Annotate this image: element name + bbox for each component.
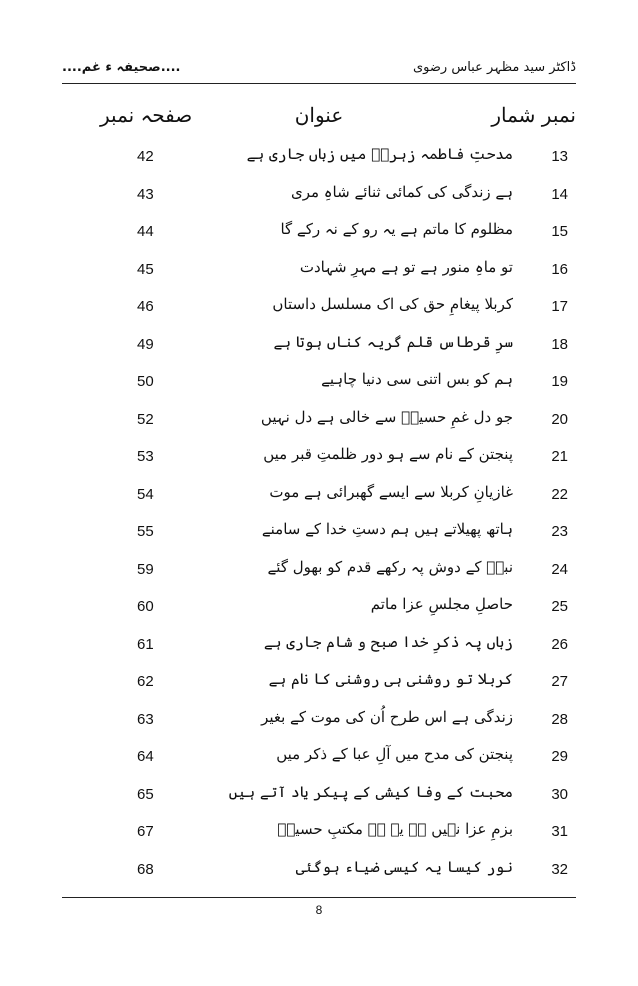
entry-page: 61 [137,635,154,653]
entry-title: پنجتن کے نام سے ہو دور ظلمتِ قبر میں [263,445,513,463]
entry-title: نبیؐ کے دوش پہ رکھے قدم کو بھول گئے [267,557,513,576]
table-row [0,181,638,219]
table-row [0,556,638,594]
entry-number: 32 [551,860,568,878]
entry-page: 54 [137,485,154,503]
footer-rule [62,897,576,898]
table-row [0,668,638,706]
table-row [0,481,638,519]
entry-page: 45 [137,260,154,278]
table-row [0,443,638,481]
entry-title: بزمِ عزا نہیں ہے یہ ہے مکتبِ حسینؑ [277,820,513,838]
entry-page: 55 [137,523,154,540]
table-row [0,518,638,556]
entry-title: غازیانِ کربلا سے ایسے گھبرائی ہے موت [269,482,513,501]
entry-number: 15 [551,223,568,240]
page-number: 8 [315,903,323,917]
column-header-page: صفحہ نمبر [100,103,193,127]
table-row [0,706,638,744]
entry-number: 13 [551,148,568,165]
entry-number: 26 [551,635,568,653]
entry-number: 29 [551,748,568,765]
entry-page: 52 [137,410,154,428]
table-row [0,406,638,444]
table-row [0,856,638,894]
table-row [0,143,638,181]
table-row [0,218,638,256]
entry-number: 16 [551,260,568,278]
column-header-title: عنوان [294,103,344,127]
entry-page: 44 [137,223,154,240]
entry-number: 24 [551,560,568,578]
entry-page: 63 [137,710,154,728]
entry-number: 23 [551,523,568,540]
entry-title: جو دل غمِ حسینؑ سے خالی ہے دل نہیں [260,407,513,426]
entry-number: 19 [551,373,568,390]
entry-page: 62 [137,673,154,690]
table-of-contents [0,143,638,893]
entry-title: نور کیسا یہ کیسی ضیاء ہوگئی [295,857,513,876]
column-header-number: نمبر شمار [491,103,576,127]
book-title: ....صحیفہ ء غم.... [62,60,181,75]
table-row [0,256,638,294]
entry-title: کربلا تو روشنی ہی روشنی کا نام ہے [268,670,513,688]
table-row [0,368,638,406]
entry-title: تو ماہِ منور ہے تو ہے مہرِ شہادت [299,257,513,276]
table-row [0,331,638,369]
table-row [0,593,638,631]
entry-number: 18 [551,335,568,353]
entry-page: 67 [137,823,154,840]
entry-title: مدحتِ فاطمہ زہراؑ میں زباں جاری ہے [246,145,513,163]
running-head [62,58,576,82]
entry-page: 50 [137,373,154,390]
table-row [0,818,638,856]
entry-title: زندگی ہے اس طرح اُن کی موت کے بغیر [261,707,513,726]
entry-title: ہاتھ پھیلاتے ہیں ہم دستِ خدا کے سامنے [261,520,513,538]
entry-number: 28 [551,710,568,728]
entry-title: سرِ قرطاس قلم گریہ کناں ہوتا ہے [273,332,513,351]
entry-page: 65 [137,785,154,803]
entry-number: 25 [551,598,568,615]
table-row [0,631,638,669]
entry-number: 20 [551,410,568,428]
entry-number: 21 [551,448,568,465]
entry-number: 27 [551,673,568,690]
entry-number: 30 [551,785,568,803]
entry-title: محبت کے وفا کیشی کے پیکر یاد آتے ہیں [228,782,513,801]
entry-title: ہے زندگی کی کمائی ثنائے شاہِ مری [290,182,513,201]
entry-page: 59 [137,560,154,578]
entry-number: 14 [551,185,568,203]
entry-page: 43 [137,185,154,203]
header-rule [62,83,576,84]
table-row [0,293,638,331]
entry-number: 17 [551,298,568,315]
entry-title: حاصلِ مجلسِ عزا ماتم [370,595,513,613]
entry-title: کربلا پیغامِ حق کی اک مسلسل داستاں [272,295,513,313]
author-name: ڈاکٹر سید مظہر عباس رضوی [413,60,576,75]
entry-page: 46 [137,298,154,315]
entry-page: 64 [137,748,154,765]
entry-page: 53 [137,448,154,465]
entry-title: مظلوم کا ماتم ہے یہ رو کے نہ رکے گا [280,220,513,238]
entry-number: 31 [551,823,568,840]
entry-title: ہم کو بس اتنی سی دنیا چاہیے [321,370,513,388]
table-row [0,743,638,781]
entry-page: 68 [137,860,154,878]
entry-page: 60 [137,598,154,615]
entry-number: 22 [551,485,568,503]
entry-page: 42 [137,148,154,165]
table-row [0,781,638,819]
entry-title: پنجتن کی مدح میں آلِ عبا کے ذکر میں [276,745,513,763]
entry-page: 49 [137,335,154,353]
entry-title: زباں پہ ذکرِ خدا صبح و شام جاری ہے [263,632,513,651]
